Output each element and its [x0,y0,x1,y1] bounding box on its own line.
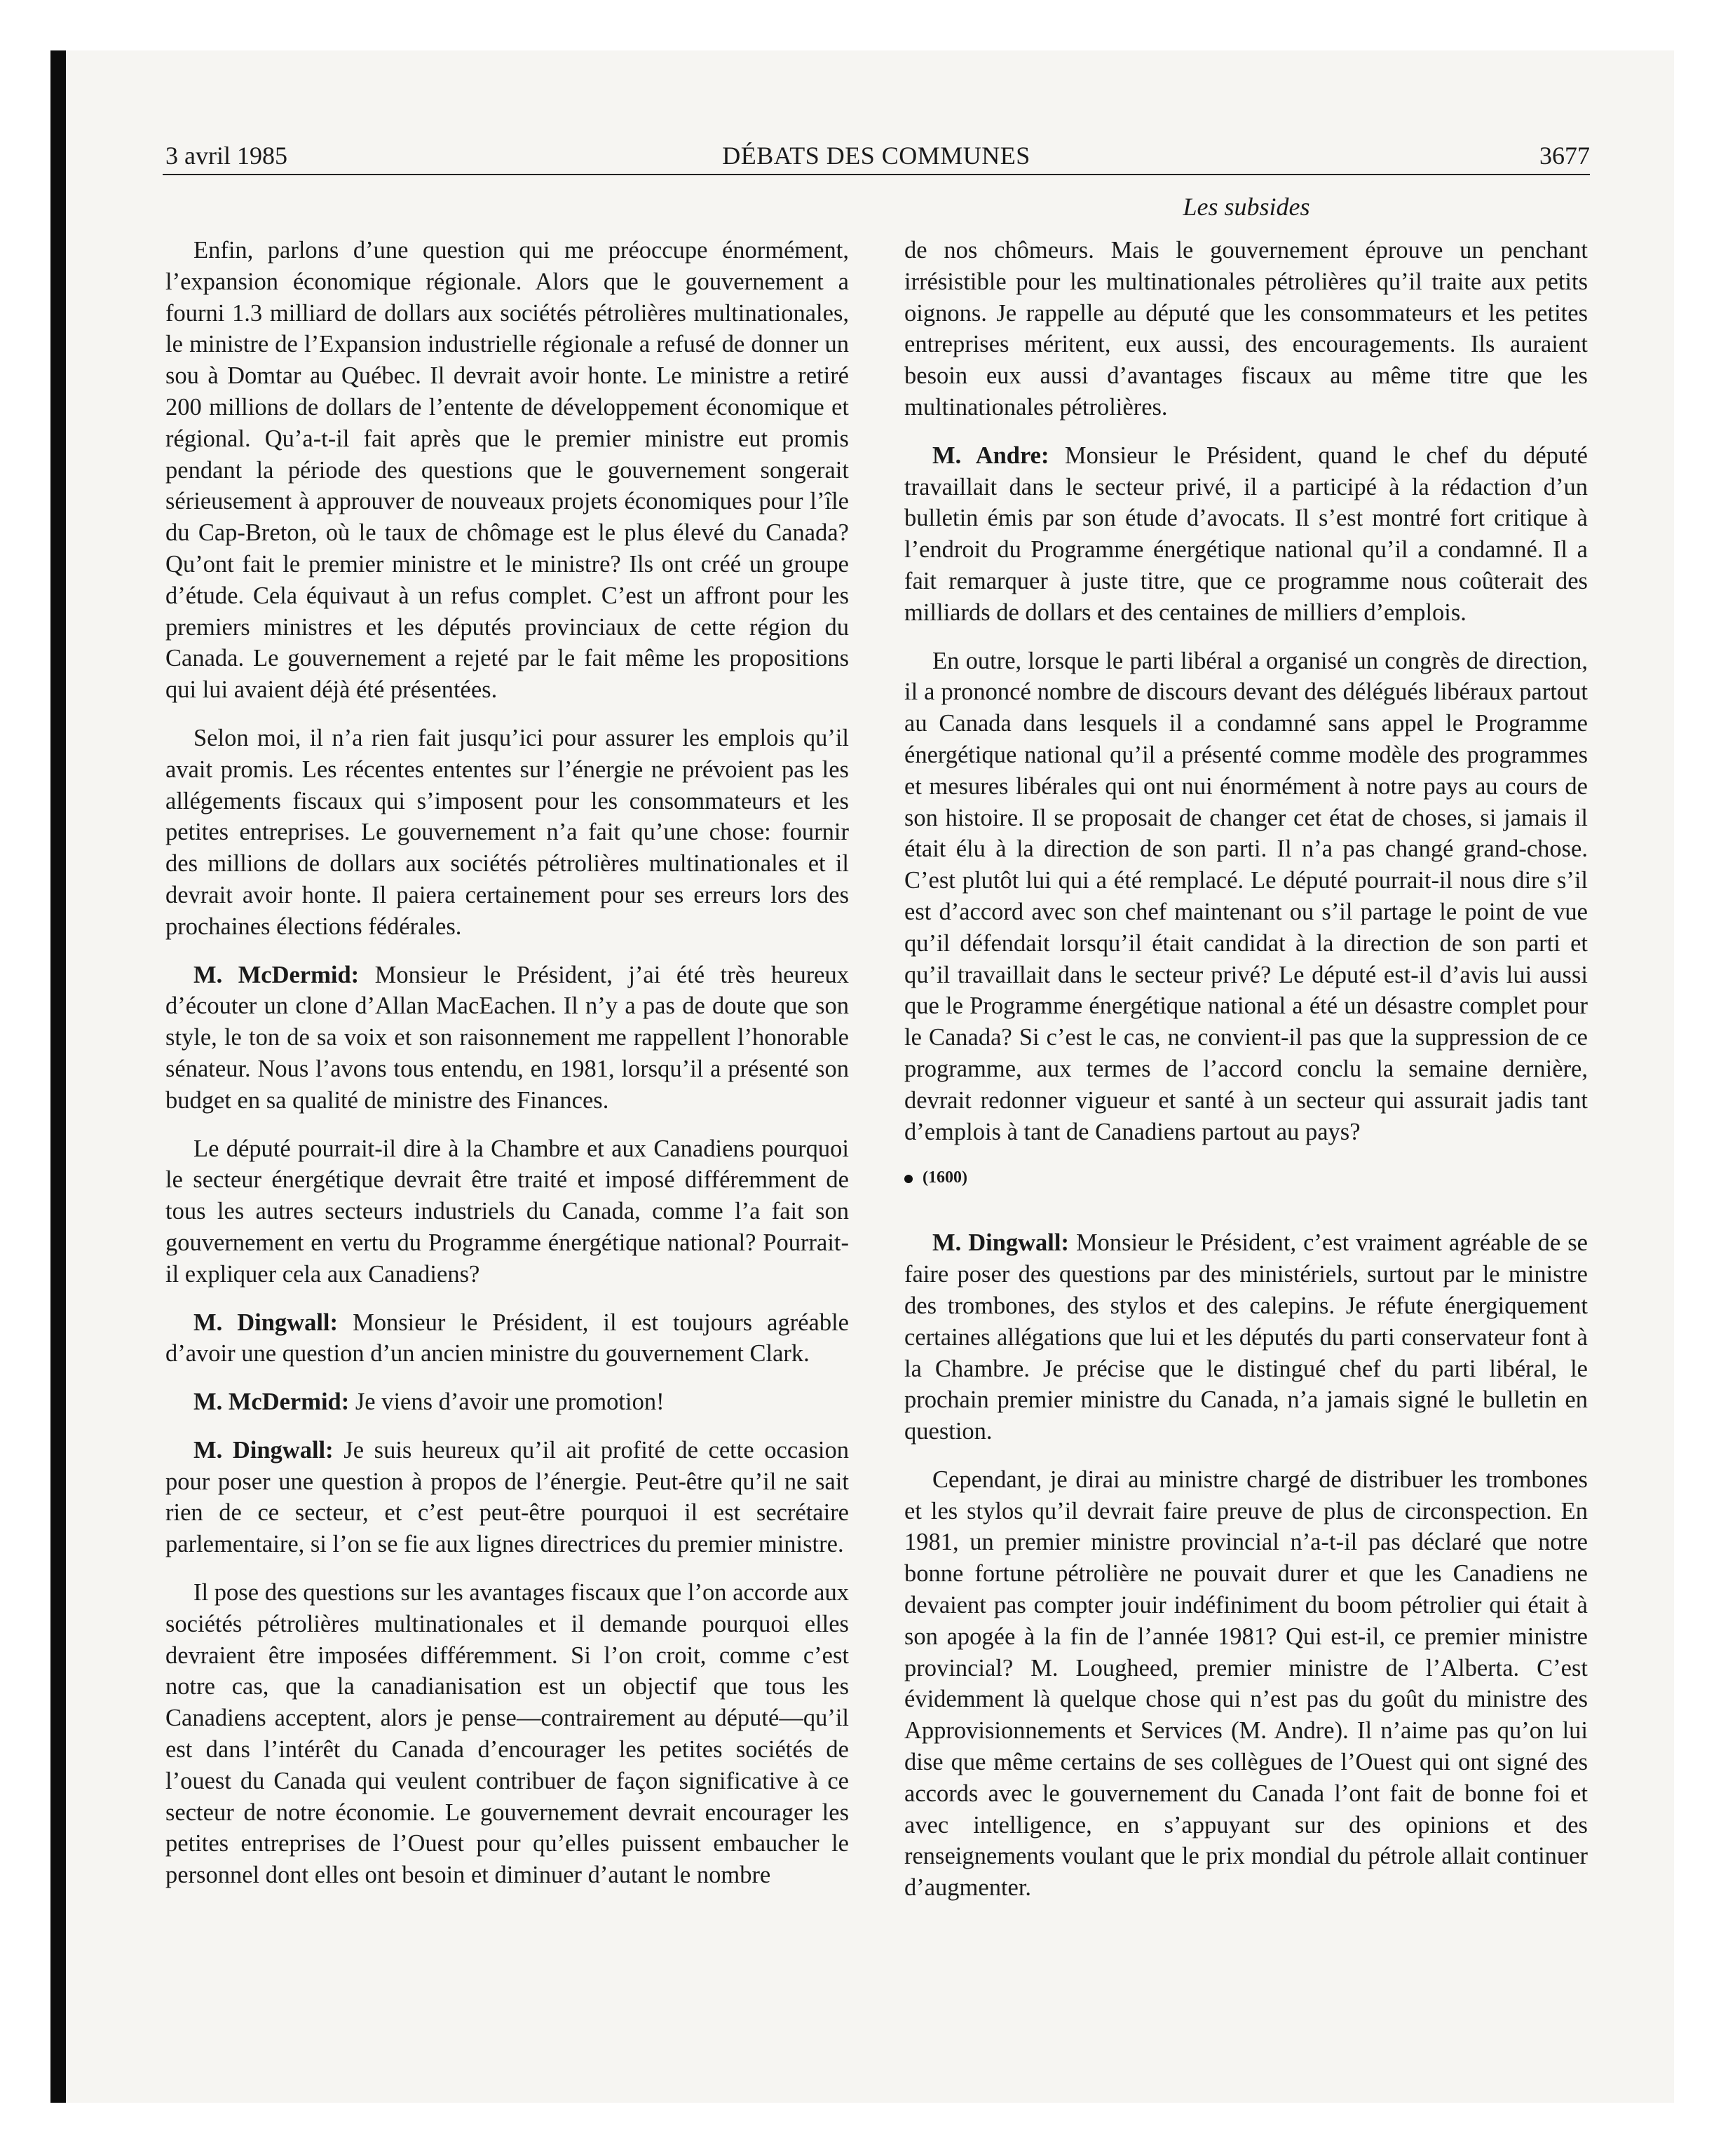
header-date: 3 avril 1985 [165,142,287,170]
paragraph-text: Je viens d’avoir une promotion! [349,1389,665,1416]
paragraph-text: Je suis heureux qu’il ait profité de cette occasion pour poser une question à propos de l’énergie. Peut-être qu’il ne sait rien de ce secteur, et c’est peut-être pourquoi il est secrétaire parlementaire, si l’on se fie aux lignes directrices du premier ministre. [165,1436,850,1558]
paragraph-text: Selon moi, il n’a rien fait jusqu’ici pour assurer les emplois qu’il avait promis. Les récentes ententes sur l’énergie ne prévoient pas les allégements fiscaux qui s’imposent pour les consommateurs et les petites entreprises. Le gouvernement n’a fait qu’une chose: fournir des millions de dollars aux sociétés pétrolières multinationales et il devrait avoir honte. Il paiera certainement pour ses erreurs lors des prochaines élections fédérales. [165,724,849,940]
speaker-name: M. McDermid: [193,961,360,988]
paragraph-text: Monsieur le Président, c’est vraiment agréable de se faire poser des questions par des ministériels, surtout par le ministre des trombones, des stylos et des calepins. Je réfute énergiquement certaines allégations que lui et les députés du parti conservateur font à la Chambre. Je précise que le distingué chef du parti libéral, le prochain premier ministre du Canada, n’a jamais signé le bulletin en question. [904,1229,1588,1445]
time-marker-label: (1600) [923,1168,967,1187]
paragraph [165,1307,849,1370]
paragraph-text: Il pose des questions sur les avantages fiscaux que l’on accorde aux sociétés pétrolières multinationales et il demande pourquoi elles devraient être imposées différemment. Si l’on croit, comme c’est notre cas, que la canadianisation est un objectif que tous les Canadiens acceptent, alors je pense—contrairement au député—qu’il est dans l’intérêt du Canada d’encourager les petites sociétés de l’ouest du Canada qui veulent contribuer de façon significative à ce secteur de notre économie. Le gouvernement devrait encourager les petites entreprises de l’Ouest pour qu’elles puissent embaucher le personnel dont elles ont besoin et diminuer d’autant le nombre [165,1579,849,1889]
paragraph-text: Cependant, je dirai au ministre chargé de distribuer les trombones et les stylos qu’il devrait faire preuve de plus de circonspection. En 1981, un premier ministre provincial n’a-t-il pas déclaré que notre bonne fortune pétrolière ne pouvait durer et que les Canadiens ne devaient pas compter jouir indéfiniment du boom pétrolier qui était à son apogée à la fin de l’année 1981? Qui est-il, ce premier ministre provincial? M. Lougheed, premier ministre de l’Alberta. C’est évidemment là quelque chose qui n’est pas du goût du ministre des Approvisionnements et Services (M. Andre). Il n’aime pas qu’on lui dise que même certains de ses collègues de l’Ouest qui ont signé des accords avec le gouvernement du Canada l’ont fait de bonne foi et avec intelligence, en s’appuyant sur des opinions et des renseignements voulant que le prix mondial du pétrole allait continuer d’augmenter. [904,1466,1588,1902]
page-number: 3677 [1539,142,1590,170]
paragraph [165,1133,849,1290]
paragraph-text: En outre, lorsque le parti libéral a organisé un congrès de direction, il a prononcé nombre de discours devant des délégués libéraux partout au Canada dans lesquels il a condamné sans appel le Programme énergétique national qu’il a présenté comme modèle des programmes et mesures libérales qui ont nui énormément à notre pays au cours de son histoire. Il se proposait de changer cet état de choses, si jamais il était élu à la direction de son parti. Il n’a pas changé grand-chose. C’est plutôt lui qui a été remplacé. Le député pourrait-il nous dire s’il est d’accord avec son chef maintenant ou s’il partage le point de vue qu’il défendait lorsqu’il était candidat à la direction de son parti et qu’il travaillait dans le secteur privé? Le député est-il d’avis lui aussi que le Programme énergétique national a été un désastre complet pour le Canada? Si c’est le cas, ne convient-il pas que la suppression de ce programme, aux termes de l’accord conclu la semaine dernière, devrait redonner vigueur et santé à un secteur qui assurait jadis tant d’emplois à tant de Canadiens partout au pays? [904,647,1588,1145]
speaker-name: M. Dingwall: [193,1436,334,1464]
section-title: Les subsides [1183,193,1310,221]
speaker-name: M. Dingwall: [193,1309,339,1336]
paragraph [904,1227,1588,1447]
header-title: DÉBATS DES COMMUNES [722,142,1030,170]
scan-border [50,50,66,2103]
running-header [163,137,1590,175]
paragraph [165,723,849,943]
paragraph-text: Monsieur le Président, quand le chef du député travaillait dans le secteur privé, il a participé à la rédaction d’un bulletin émis par son étude d’avocats. Il s’est montré fort critique à l’endroit du Programme énergétique national qu’il a condamné. Il a fait remarquer à juste titre, que ce programme nous coûterait des milliards de dollars et des centaines de milliers d’emplois. [904,442,1588,626]
paragraph [165,1435,849,1560]
paragraph [904,1464,1588,1904]
paragraph-continuation: de nos chômeurs. Mais le gouvernement éprouve un penchant irrésistible pour les multinationales pétrolières qu’il traite aux petits oignons. Je rappelle au député que les consommateurs et les petites entreprises méritent, eux aussi, des encouragements. Ils auraient besoin eux aussi d’avantages fiscaux au même titre que les multinationales pétrolières. [904,237,1588,421]
paragraph [904,646,1588,1148]
paragraph [165,1577,849,1891]
paragraph-text: Monsieur le Président, il est toujours agréable d’avoir une question d’un ancien ministre du gouvernement Clark. [165,1309,849,1367]
time-marker [904,1167,1588,1188]
left-column [165,235,849,1908]
speaker-name: M. Andre: [932,442,1049,469]
paragraph [165,1386,849,1418]
bullet-icon [904,1175,913,1183]
right-column [904,235,1588,1920]
paragraph [165,960,849,1117]
paragraph [904,440,1588,629]
paragraph [165,235,849,706]
paragraph-text: Monsieur le Président, j’ai été très heureux d’écouter un clone d’Allan MacEachen. Il n’y a pas de doute que son style, le ton de sa voix et son raisonnement me rappellent l’honorable sénateur. Nous l’avons tous entendu, en 1981, lorsqu’il a présenté son budget en sa qualité de ministre des Finances. [165,961,849,1114]
paragraph-text: Enfin, parlons d’une question qui me préoccupe énormément, l’expansion économique régionale. Alors que le gouvernement a fourni 1.3 milliard de dollars aux sociétés pétrolières multinationales, le ministre de l’Expansion industrielle régionale a refusé de donner un sou à Domtar au Québec. Il devrait avoir honte. Le ministre a retiré 200 millions de dollars de l’entente de développement économique et régional. Qu’a-t-il fait après que le premier ministre eut promis pendant la période des questions que le gouvernement songerait sérieusement à approuver de nouveaux projets économiques pour l’île du Cap-Breton, où le taux de chômage est le plus élevé du Canada? Qu’ont fait le premier ministre et le ministre? Ils ont créé un groupe d’étude. Cela équivaut à un refus complet. C’est un affront pour les premiers ministres et les députés provinciaux de cette région du Canada. Le gouvernement a rejeté par le fait même les propositions qui lui avaient déjà été présentées. [165,237,849,704]
speaker-name: M. Dingwall: [932,1229,1069,1257]
paragraph-text: Le député pourrait-il dire à la Chambre et aux Canadiens pourquoi le secteur énergétique devrait être traité et imposé différemment de tous les autres secteurs industriels du Canada, comme l’a fait son gouvernement en vertu du Programme énergétique national? Pourrait-il expliquer cela aux Canadiens? [165,1135,849,1288]
speaker-name: M. McDermid: [193,1389,350,1416]
